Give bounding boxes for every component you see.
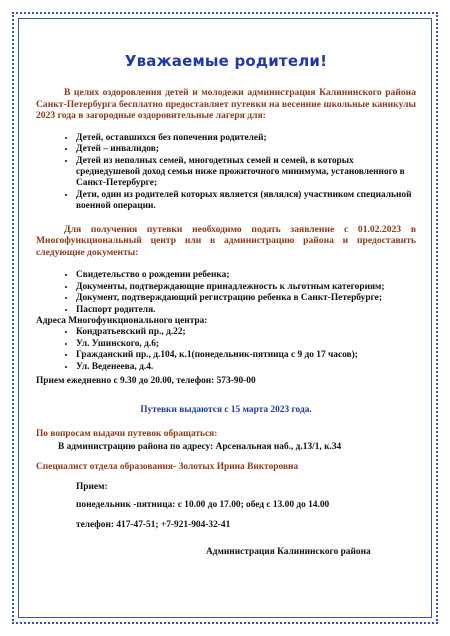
- documents-list: [36, 270, 416, 316]
- notice-body: [36, 40, 416, 557]
- questions-address: В администрацию района по адресу: Арсенальная наб., д.13/1, к.34: [58, 442, 342, 453]
- specialist-name: Специалист отдела образования- Золотых Ирина Викторовна: [36, 462, 299, 473]
- questions-title: По вопросам выдачи путевок обращаться:: [36, 429, 218, 440]
- reception-hours: понедельник -пятница: с 10.00 до 17.00; обед с 13.00 до 14.00: [76, 500, 330, 511]
- list-item: • Ул. Ушинского, д.6;: [76, 339, 416, 350]
- list-item: • Детей из неполных семей, многодетных семей и семей, в которых среднедушевой доход семьи ниже прожиточного минимума, установленного в Санкт-Петербурге;: [76, 156, 416, 190]
- list-item: • Ул. Веденеева, д.4.: [76, 362, 416, 373]
- list-item: • Свидетельство о рождении ребенка;: [76, 270, 416, 281]
- list-item: • Кондратьевский пр., д.22;: [76, 327, 416, 338]
- mfc-hours: Прием ежедневно с 9.30 до 20.00, телефон: 573-90-00: [36, 376, 256, 387]
- list-item: • Паспорт родителя.: [76, 305, 416, 316]
- list-item: • Дети, один из родителей которых является (являлся) участником специальной военной операции.: [76, 190, 416, 213]
- list-item: • Детей – инвалидов;: [76, 144, 416, 155]
- page-title: Уважаемые родители!: [124, 52, 328, 70]
- signature: Администрация Калининского района: [206, 547, 371, 558]
- application-paragraph: Для получения путевки необходимо подать заявление с 01.02.2023 в Многофункциональный центр или в администрацию района и предоставить следующие документы:: [36, 223, 416, 258]
- list-item: • Документы, подтверждающие принадлежность к льготным категориям;: [76, 282, 416, 293]
- reception-label: Прием:: [76, 482, 108, 493]
- reception-phone: телефон: 417-47-51; +7-921-904-32-41: [76, 520, 231, 531]
- mfc-address-list: [36, 327, 416, 373]
- mfc-title: Адреса Многофункционального центра:: [36, 316, 208, 327]
- eligible-categories-list: [36, 133, 416, 213]
- intro-paragraph: В целях оздоровления детей и молодежи администрация Калининского района Санкт-Петербурга бесплатно предоставляет путевки на весенние школьные каникулы 2023 года в загородные оздоровительные лагеря для:: [36, 87, 416, 122]
- list-item: • Гражданский пр., д.104, к.1(понедельник-пятница с 9 до 17 часов);: [76, 350, 416, 361]
- issue-date-note: Путевки выдаются с 15 марта 2023 года.: [140, 405, 312, 416]
- list-item: • Детей, оставшихся без попечения родителей;: [76, 133, 416, 144]
- list-item: • Документ, подтверждающий регистрацию ребенка в Санкт-Петербурге;: [76, 293, 416, 304]
